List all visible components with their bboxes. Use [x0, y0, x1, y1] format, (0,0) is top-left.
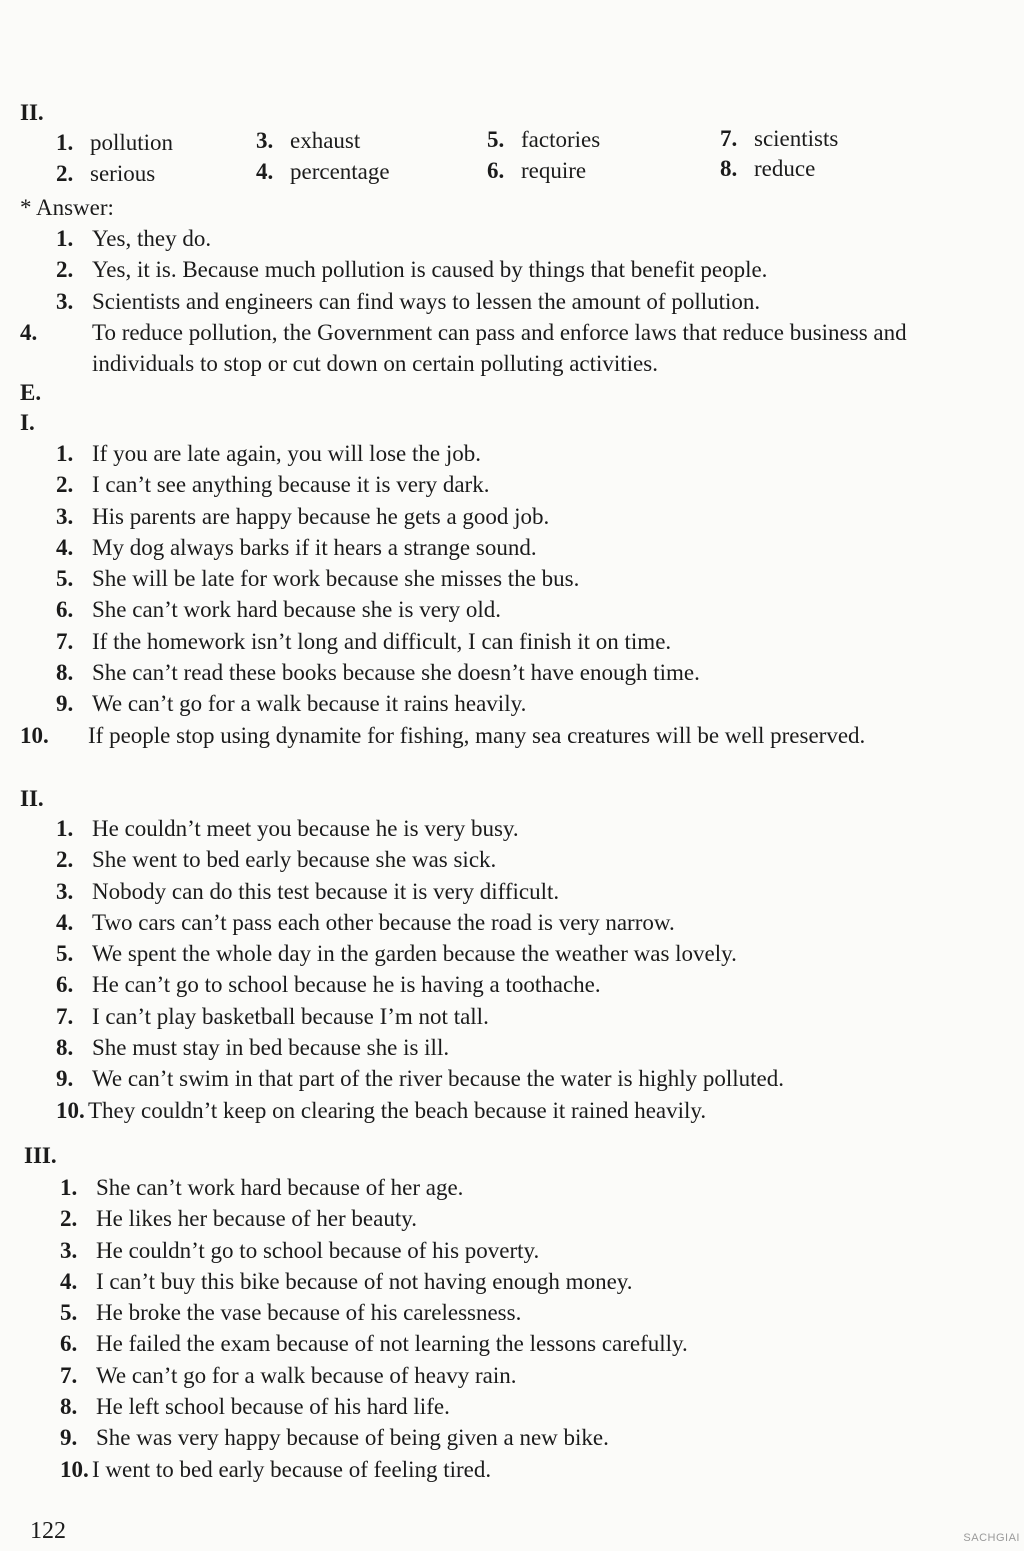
list-item: 5. He broke the vase because of his carelessness.	[60, 1300, 522, 1326]
vocab-item: 8. reduce	[720, 156, 816, 181]
list-item: 6. He failed the exam because of not learning the lessons carefully.	[60, 1331, 688, 1357]
page-number: 122	[30, 1518, 66, 1544]
list-item: 10. I went to bed early because of feeling tired.	[60, 1456, 492, 1482]
list-item: 3. He couldn’t go to school because of his poverty.	[60, 1237, 540, 1263]
vocab-item: 5. factories	[487, 127, 601, 152]
vocab-item: 6. require	[487, 158, 587, 183]
list-item: 6. He can’t go to school because he is having a toothache.	[56, 972, 601, 998]
vocab-item: 1. pollution	[56, 130, 174, 155]
list-item: 8. She must stay in bed because she is ill.	[56, 1035, 450, 1061]
list-item: 9. She was very happy because of being given a new bike.	[60, 1425, 609, 1451]
list-item: 3. Nobody can do this test because it is very difficult.	[56, 878, 560, 904]
list-item: 6. She can’t work hard because she is very old.	[56, 597, 501, 623]
list-item: 2. He likes her because of her beauty.	[60, 1206, 418, 1232]
list-item: 5. She will be late for work because she misses the bus.	[56, 566, 580, 592]
list-item: 7. I can’t play basketball because I’m not tall.	[56, 1003, 489, 1029]
list-item: 4. I can’t buy this bike because of not having enough money.	[60, 1268, 633, 1294]
exercise-list-iii	[60, 1172, 960, 1485]
answer-label: * Answer:	[20, 195, 114, 220]
section-heading-ii: II.	[20, 786, 44, 811]
list-item: 4. To reduce pollution, the Government can pass and enforce laws that reduce business and individuals to stop or cut down on certain polluting activities.	[20, 319, 907, 377]
answer-list	[20, 223, 956, 379]
list-item: 1. If you are late again, you will lose the job.	[56, 441, 481, 466]
list-item: 1. He couldn’t meet you because he is very busy.	[56, 816, 519, 841]
watermark-logo: SACHGIAI	[963, 1532, 1020, 1544]
section-heading-ii-vocab: II.	[20, 100, 44, 125]
list-item: 10. If people stop using dynamite for fishing, many sea creatures will be well preserved.	[20, 722, 866, 748]
list-item: 2. She went to bed early because she was sick.	[56, 847, 497, 873]
vocab-item: 3. exhaust	[256, 128, 361, 153]
list-item: 2. Yes, it is. Because much pollution is caused by things that benefit people.	[56, 257, 768, 283]
section-heading-i: I.	[20, 410, 35, 435]
exercise-list-ii	[56, 813, 956, 1126]
list-item: 9. We can’t swim in that part of the river because the water is highly polluted.	[56, 1066, 784, 1092]
list-item: 8. She can’t read these books because she doesn’t have enough time.	[56, 660, 700, 686]
section-heading-iii: III.	[24, 1143, 57, 1168]
exercise-list-i	[20, 438, 956, 751]
list-item: 2. I can’t see anything because it is very dark.	[56, 472, 490, 498]
list-item: 10. They couldn’t keep on clearing the beach because it rained heavily.	[56, 1097, 707, 1123]
section-heading-e: E.	[20, 380, 42, 405]
list-item: 3. Scientists and engineers can find ways to lessen the amount of pollution.	[56, 288, 761, 314]
list-item: 4. Two cars can’t pass each other because the road is very narrow.	[56, 909, 675, 935]
vocab-item: 2. serious	[56, 161, 156, 186]
list-item: 5. We spent the whole day in the garden because the weather was lovely.	[56, 941, 737, 967]
list-item: 7. We can’t go for a walk because of heavy rain.	[60, 1362, 517, 1388]
list-item: 8. He left school because of his hard life.	[60, 1394, 450, 1420]
list-item: 1. Yes, they do.	[56, 226, 212, 251]
list-item: 9. We can’t go for a walk because it rains heavily.	[56, 691, 527, 717]
list-item: 3. His parents are happy because he gets a good job.	[56, 503, 550, 529]
list-item: 1. She can’t work hard because of her age.	[60, 1175, 464, 1200]
list-item: 7. If the homework isn’t long and difficult, I can finish it on time.	[56, 628, 672, 654]
vocab-item: 4. percentage	[256, 159, 390, 184]
vocab-item: 7. scientists	[720, 126, 839, 151]
list-item: 4. My dog always barks if it hears a strange sound.	[56, 534, 537, 560]
